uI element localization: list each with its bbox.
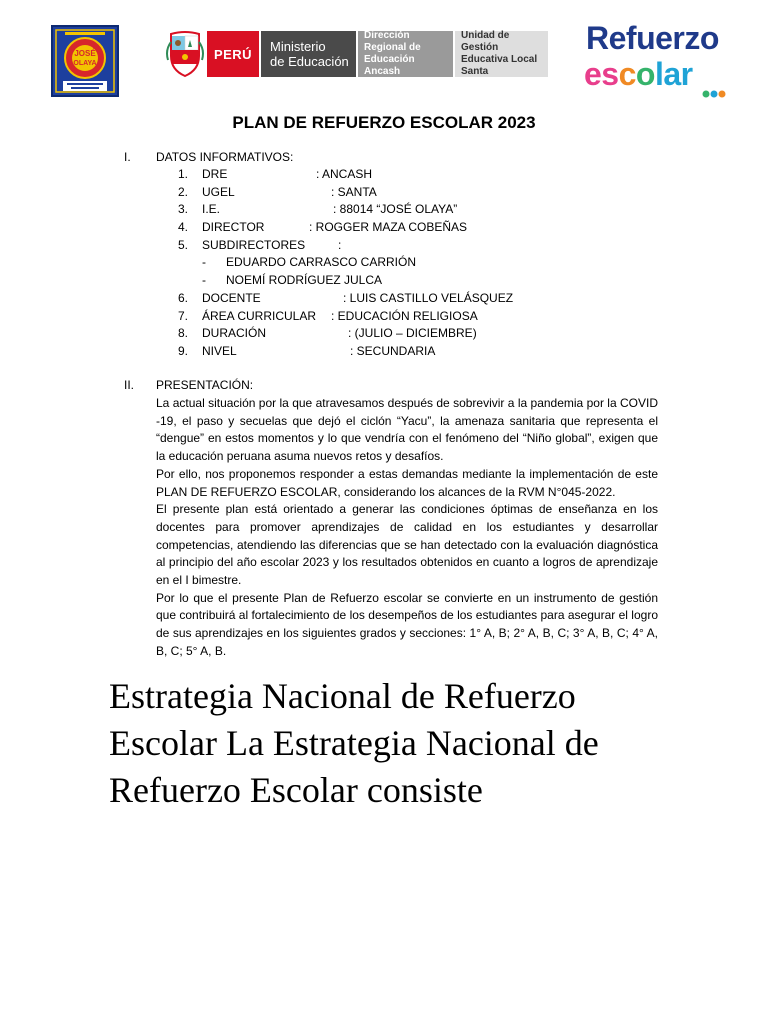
- puzzle-piece-icon: [702, 90, 726, 98]
- list-item: - EDUARDO CARRASCO CARRIÓN: [202, 255, 417, 270]
- svg-text:JOSÉ: JOSÉ: [74, 49, 96, 58]
- list-item: - NOEMÍ RODRÍGUEZ JULCA: [202, 273, 383, 288]
- section-2-heading: [124, 377, 424, 395]
- list-item: 5. SUBDIRECTORES :: [178, 237, 342, 252]
- list-item: 4. DIRECTOR : ROGGER MAZA COBEÑAS: [178, 220, 468, 235]
- document-header: [0, 0, 768, 110]
- ugel-label: Unidad de Gestión Educativa Local Santa: [455, 31, 548, 77]
- refuerzo-escolar-logo: [584, 20, 734, 100]
- list-item: 8. DURACIÓN : (JULIO – DICIEMBRE): [178, 326, 477, 341]
- refuerzo-logo-top: Refuerzo: [586, 20, 719, 56]
- government-banner: [165, 30, 548, 78]
- section-1-title: DATOS INFORMATIVOS:: [156, 150, 294, 164]
- paragraph: El presente plan está orientado a generar las condiciones óptimas de enseñanza en los docentes para promover aprendizajes de calidad en los estudiantes y desarrollar competencias, atendiendo las diferencias que se han detectado con la evaluación diagnóstica al principio del año escolar 2023 y los resultados obtenidos en cuanto a logros de aprendizaje en el I bimestre.: [156, 502, 658, 588]
- school-crest-logo: [51, 25, 119, 97]
- paragraph: Por lo que el presente Plan de Refuerzo escolar se convierte en un instrumento de gestión que contribuirá al fortalecimiento de los desempeños de los estudiantes para asegurar el logro de sus aprendizajes en los siguientes grados y secciones: 1° A, B; 2° A, B, C; 3° A, B, C; 4° A, B, C; 5° A, B.: [156, 590, 658, 658]
- svg-text:OLAYA: OLAYA: [73, 60, 97, 67]
- list-item: 3. I.E. : 88014 “JOSÉ OLAYA”: [178, 202, 458, 217]
- paragraph: La actual situación por la que atravesamos después de sobrevivir a la pandemia por la COVID -19, el paso y secuelas que dejó el ciclón “Yacu”, la amenaza sanitaria que representa el “dengue” en estos momentos y lo que vendría con el fenómeno del “Niño global”, exigen que la educación peruana asuma nuevos retos y desafíos.: [156, 396, 658, 464]
- list-item: 6. DOCENTE : LUIS CASTILLO VELÁSQUEZ: [178, 290, 514, 305]
- ministerio-label: Ministerio de Educación: [261, 31, 356, 77]
- list-item: 2. UGEL : SANTA: [178, 184, 377, 199]
- paragraph: Por ello, nos proponemos responder a estas demandas mediante la implementación de este PLAN DE REFUERZO ESCOLAR, considerando los alcances de la RVM N°045-2022.: [156, 466, 658, 499]
- dre-label: Dirección Regional de Educación Ancash: [358, 31, 453, 77]
- presentacion-body: [156, 395, 658, 661]
- section-2-title: PRESENTACIÓN:: [156, 378, 254, 392]
- peru-coat-of-arms-icon: [165, 30, 205, 78]
- section-1-numeral: I.: [124, 150, 131, 164]
- peru-label: PERÚ: [207, 31, 259, 77]
- list-item: 9. NIVEL : SECUNDARIA: [178, 343, 436, 358]
- list-item: 7. ÁREA CURRICULAR : EDUCACIÓN RELIGIOSA: [178, 308, 478, 323]
- document-title: PLAN DE REFUERZO ESCOLAR 2023: [232, 113, 536, 132]
- page-caption: Estrategia Nacional de Refuerzo Escolar La Estrategia Nacional de Refuerzo Escolar consiste: [109, 676, 599, 810]
- list-item: 1. DRE : ANCASH: [178, 167, 373, 181]
- datos-informativos-list: [178, 166, 658, 361]
- refuerzo-logo-bottom: escolar: [584, 56, 693, 92]
- section-1-heading: [124, 149, 424, 167]
- section-2-numeral: II.: [124, 378, 135, 392]
